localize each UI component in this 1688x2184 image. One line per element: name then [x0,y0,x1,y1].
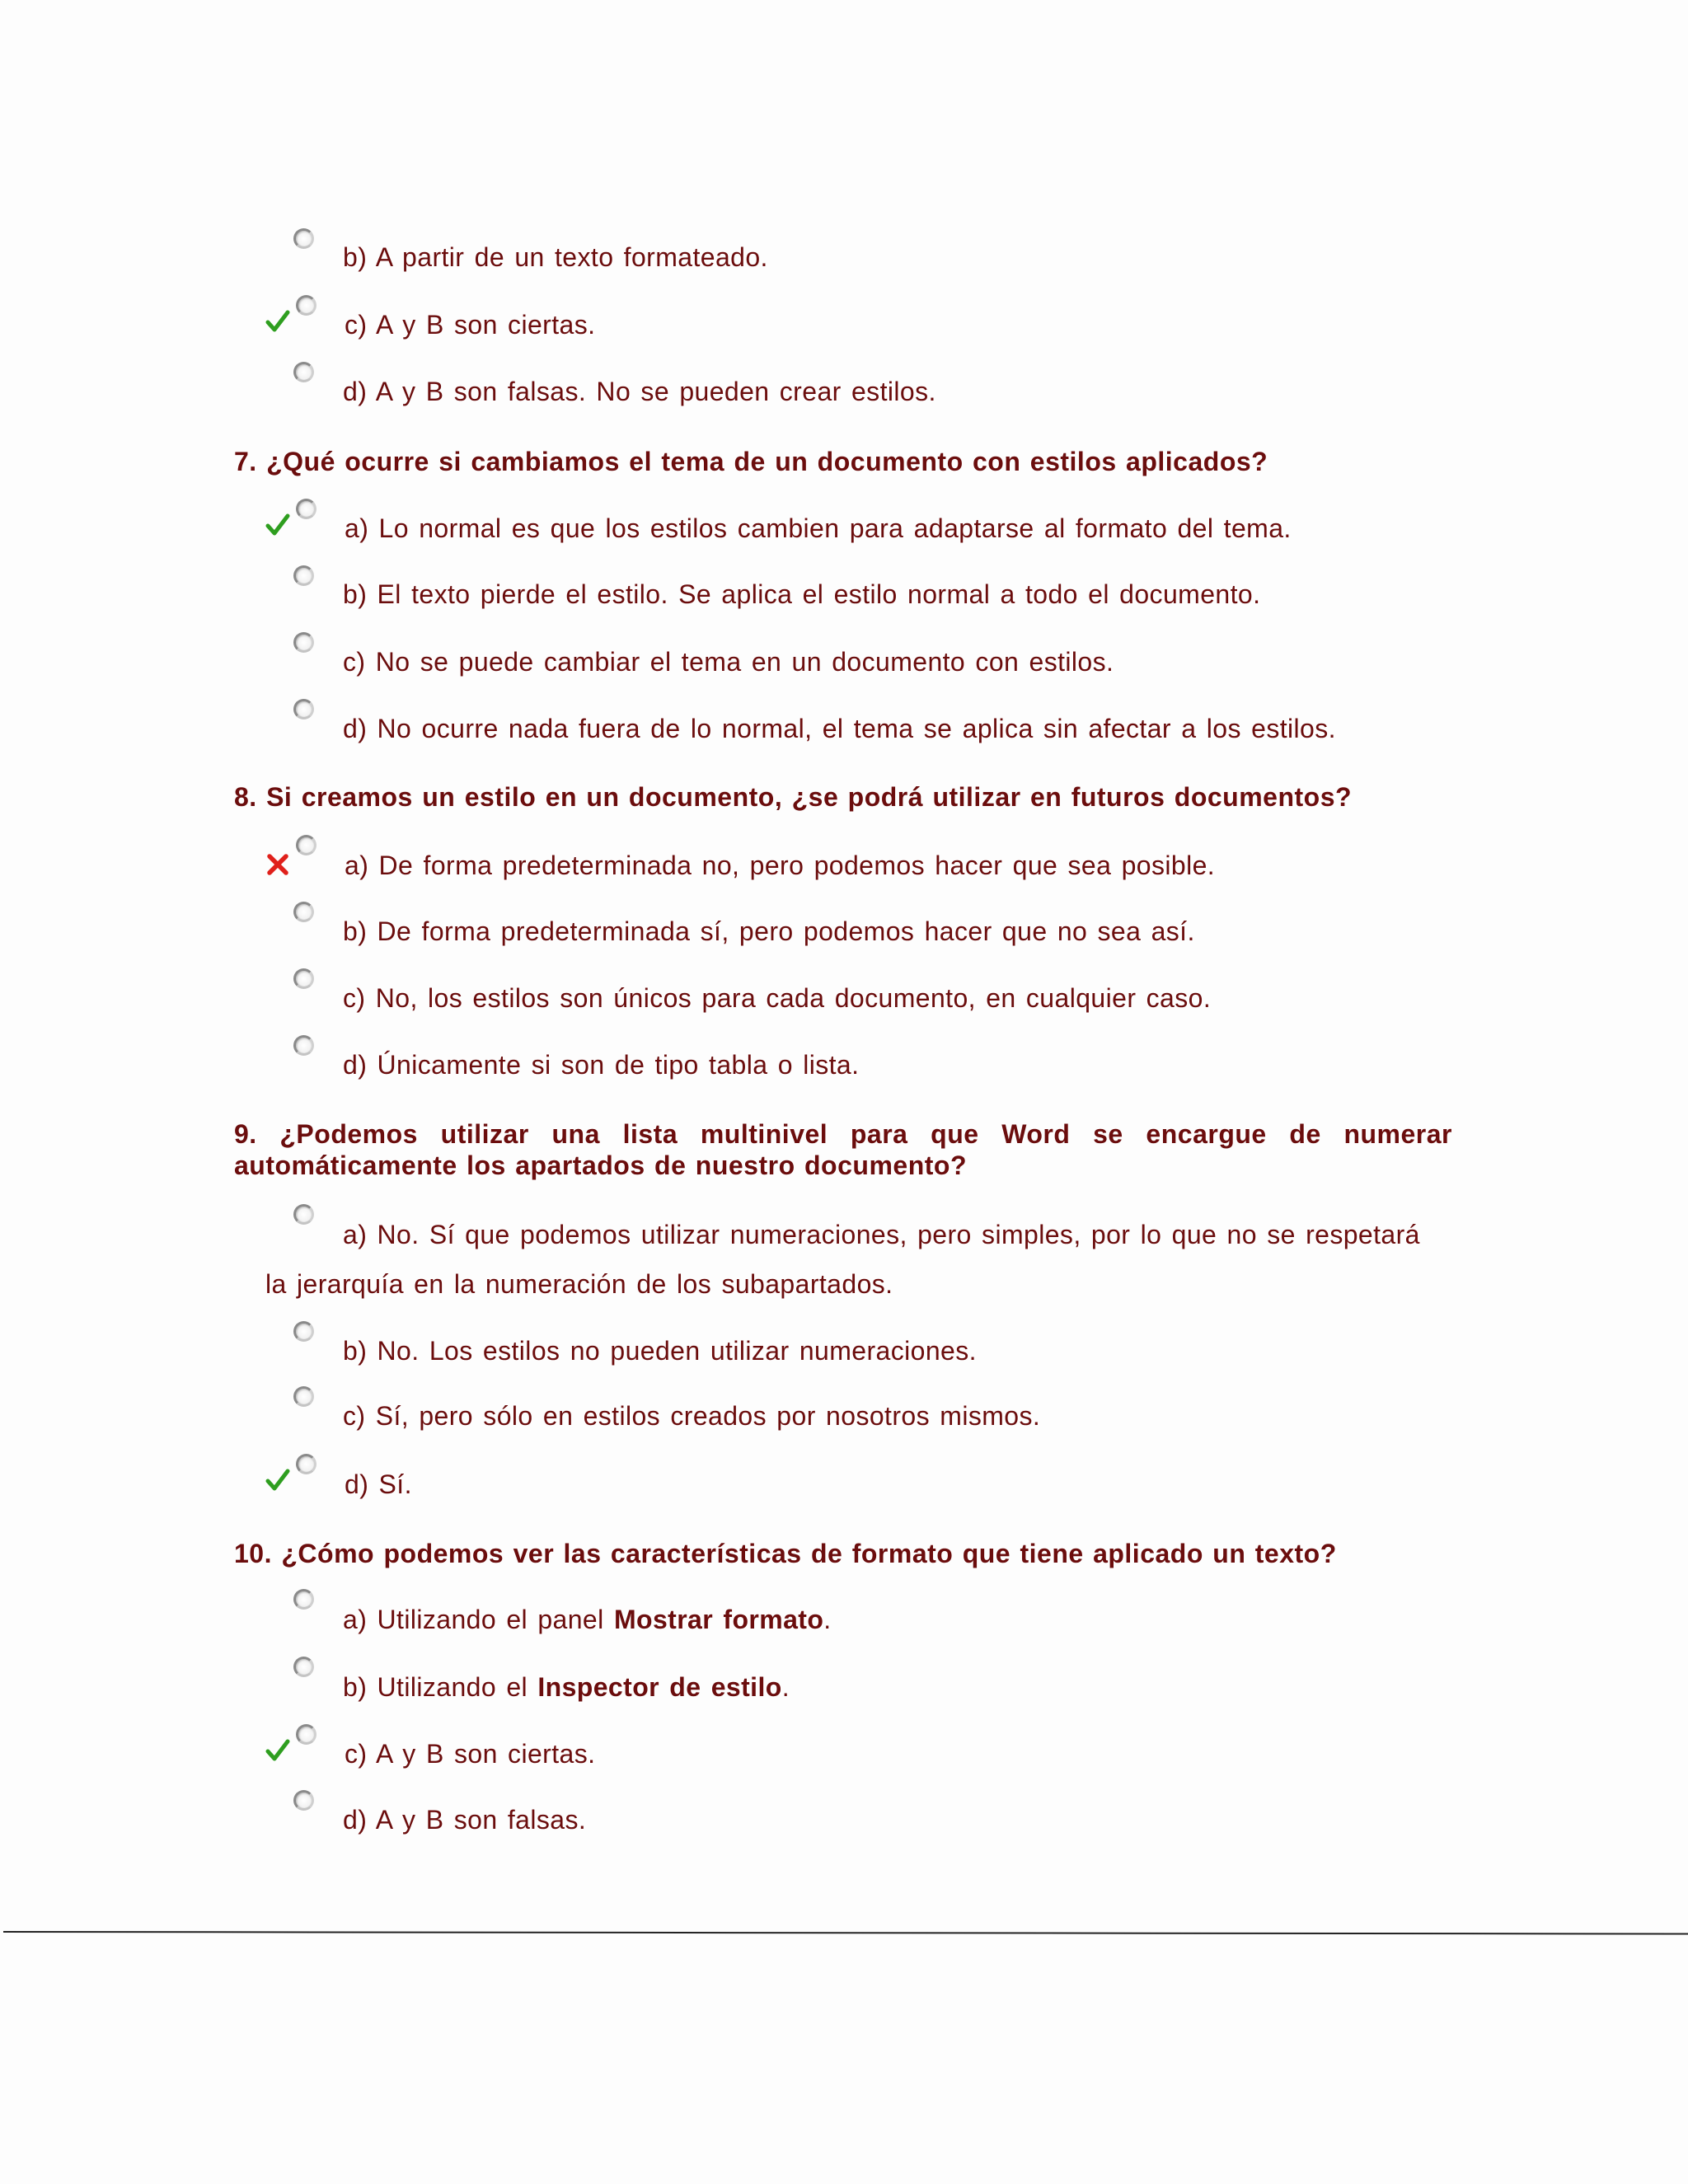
q7-option-d: d) No ocurre nada fuera de lo normal, el tema se aplica sin afectar a los estilos. [343,714,1336,743]
radio-q8-a[interactable] [296,835,316,855]
question-9: 9. ¿Podemos utilizar una lista multinivel para que Word se encargue de numerar automáticamente los apartados de nuestro documento? [234,1119,1452,1180]
check-icon [265,513,290,537]
q6-option-b: b) A partir de un texto formateado. [343,242,768,272]
q8-option-b: b) De forma predeterminada sí, pero podemos hacer que no sea así. [343,916,1195,946]
radio-q6-c[interactable] [296,295,316,316]
q6-option-c: c) A y B son ciertas. [345,310,596,340]
q10-option-a-bold: Mostrar formato [613,1605,824,1634]
q6-option-d: d) A y B son falsas. No se pueden crear estilos. [343,377,936,406]
q10-option-a [343,1605,832,1635]
q10-option-c: c) A y B son ciertas. [345,1739,596,1769]
q9-option-d: d) Sí. [345,1469,412,1499]
radio-q7-d[interactable] [293,699,314,719]
check-icon [265,1738,290,1763]
radio-q10-c[interactable] [296,1724,316,1745]
footer-divider [3,1931,1688,1934]
q10-option-a-prefix: a) Utilizando el panel [343,1605,614,1634]
q9-option-a-line1: a) No. Sí que podemos utilizar numeraciones, pero simples, por lo que no se respetará [343,1220,1420,1249]
radio-q6-d[interactable] [293,362,314,382]
question-8: 8. Si creamos un estilo en un documento, ¿se podrá utilizar en futuros documentos? [234,782,1353,812]
radio-q9-d[interactable] [296,1454,316,1474]
radio-q7-c[interactable] [293,632,314,653]
q7-option-c: c) No se puede cambiar el tema en un documento con estilos. [343,647,1114,677]
q7-option-a: a) Lo normal es que los estilos cambien para adaptarse al formato del tema. [345,513,1292,543]
radio-q9-c[interactable] [293,1386,314,1407]
q10-option-b [343,1672,790,1703]
q9-option-a-line2: la jerarquía en la numeración de los subapartados. [265,1269,893,1299]
radio-q6-b[interactable] [293,228,314,249]
cross-icon [265,852,290,877]
radio-q9-a[interactable] [293,1204,314,1225]
radio-q7-b[interactable] [293,565,314,586]
q8-option-c: c) No, los estilos son únicos para cada documento, en cualquier caso. [343,983,1212,1013]
q10-option-a-suffix: . [823,1605,832,1634]
check-icon [265,309,290,334]
radio-q10-a[interactable] [293,1589,314,1610]
radio-q8-b[interactable] [293,902,314,922]
q10-option-b-prefix: b) Utilizando el [343,1672,538,1702]
radio-q7-a[interactable] [296,499,316,519]
radio-q9-b[interactable] [293,1321,314,1342]
q9-option-c: c) Sí, pero sólo en estilos creados por nosotros mismos. [343,1401,1041,1431]
q7-option-b: b) El texto pierde el estilo. Se aplica el estilo normal a todo el documento. [343,579,1261,609]
radio-q8-c[interactable] [293,968,314,989]
question-10: 10. ¿Cómo podemos ver las características de formato que tiene aplicado un texto? [234,1539,1337,1568]
radio-q10-d[interactable] [293,1790,314,1811]
q10-option-b-suffix: . [781,1672,790,1702]
q8-option-d: d) Únicamente si son de tipo tabla o lista. [343,1050,860,1080]
q10-option-d: d) A y B son falsas. [343,1805,587,1835]
radio-q8-d[interactable] [293,1035,314,1056]
q9-option-b: b) No. Los estilos no pueden utilizar numeraciones. [343,1336,977,1366]
check-icon [265,1468,290,1493]
q8-option-a: a) De forma predeterminada no, pero podemos hacer que sea posible. [345,851,1216,880]
q10-option-b-bold: Inspector de estilo [537,1672,782,1702]
radio-q10-b[interactable] [293,1657,314,1677]
question-7: 7. ¿Qué ocurre si cambiamos el tema de un documento con estilos aplicados? [234,447,1268,476]
